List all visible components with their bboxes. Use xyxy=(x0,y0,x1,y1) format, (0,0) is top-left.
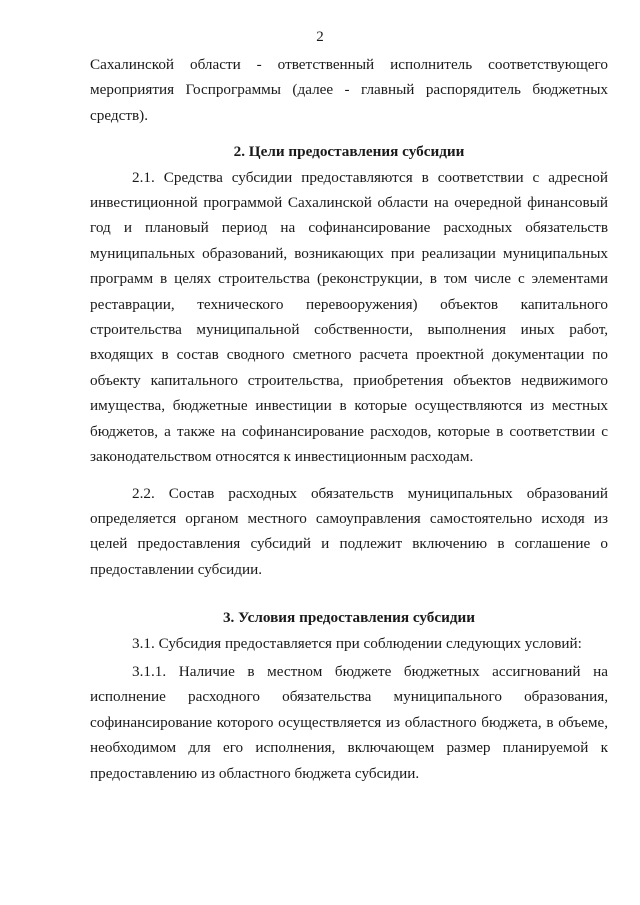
section-3-paragraph-2: 3.1.1. Наличие в местном бюджете бюджетных ассигнований на исполнение расходного обязательства муниципального образования, софинансирование которого осуществляется из областного бюджета, в объеме, необходимом для его исполнения, включающем размер планируемой к предоставлению из областного бюджета субсидии. xyxy=(90,662,608,782)
document-body xyxy=(90,52,608,786)
section-3-heading: 3. Условия предоставления субсидии xyxy=(222,609,476,627)
section-3-paragraph-1: 3.1. Субсидия предоставляется при соблюдении следующих условий: xyxy=(132,634,582,652)
section-2-paragraph-1: 2.1. Средства субсидии предоставляются в соответствии с адресной инвестиционной программой Сахалинской области на очередной финансовый год и плановый период на софинансирование расходных обязательств муниципальных образований, возникающих при реализации муниципальных программ в целях строительства (реконструкции, в том числе с элементами реставрации, технического перевооружения) объектов капитального строительства муниципальной собственности, выполнения иных работ, входящих в состав сводного сметного расчета проектной документации по объекту капитального строительства, приобретения объектов недвижимого имущества, бюджетные инвестиции в которые осуществляются из местных бюджетов, а также на софинансирование расходов, которые в соответствии с законодательством относятся к инвестиционным расходам. xyxy=(90,168,608,466)
intro-paragraph: Сахалинской области - ответственный исполнитель соответствующего мероприятия Госпрограммы (далее - главный распорядитель бюджетных средств). xyxy=(90,56,608,124)
page-number: 2 xyxy=(316,29,324,45)
section-2-heading: 2. Цели предоставления субсидии xyxy=(233,143,465,161)
section-2-paragraph-2: 2.2. Состав расходных обязательств муниципальных образований определяется органом местного самоуправления самостоятельно исходя из целей предоставления субсидий и подлежит включению в соглашение о предоставлении субсидии. xyxy=(90,484,608,578)
